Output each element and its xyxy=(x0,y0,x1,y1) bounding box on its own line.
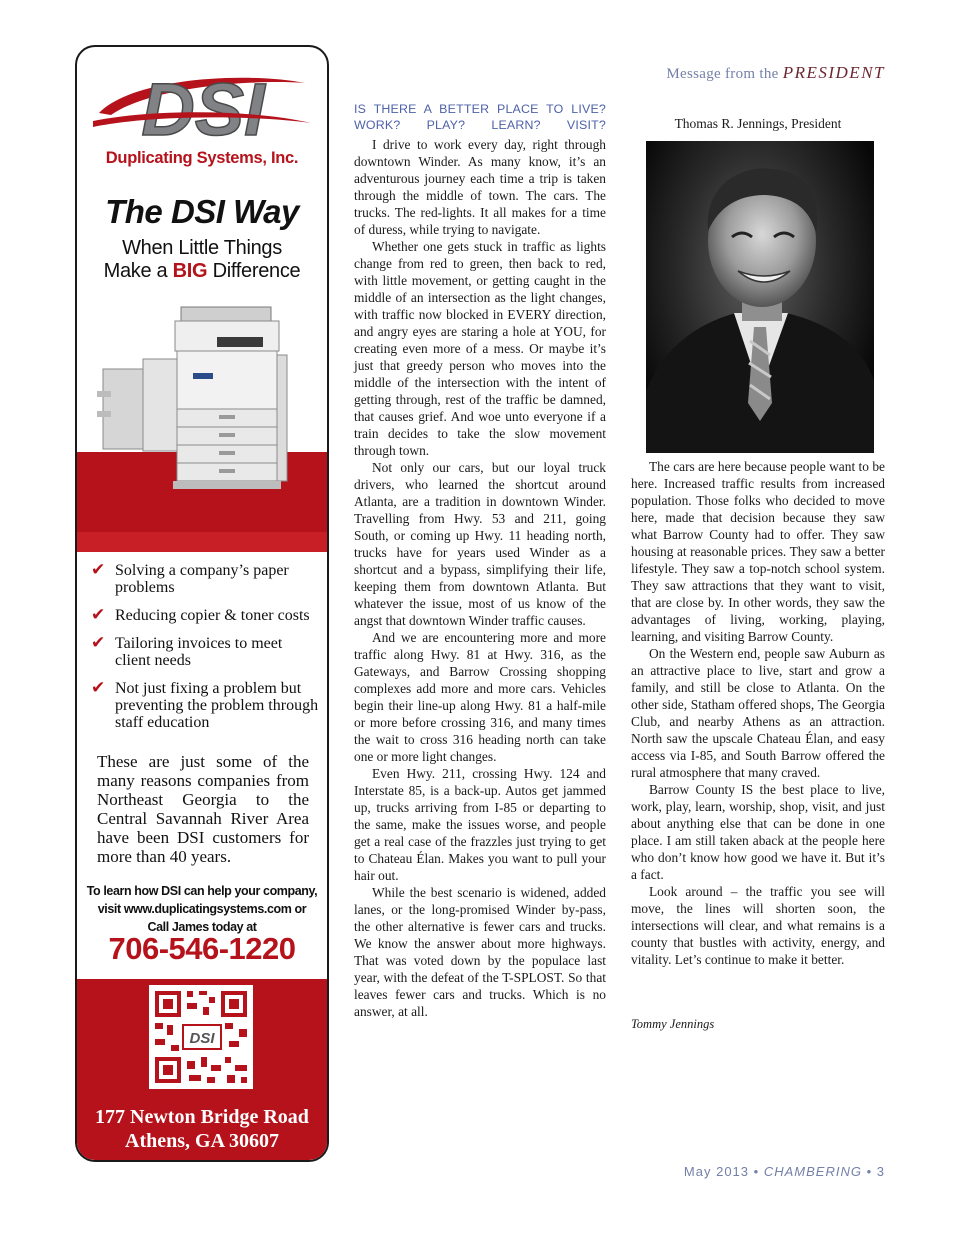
article-paragraph: The cars are here because people want to be here. Increased traffic results from increased population. Those folks who decided to move here, made that decision because they saw what Barrow County had to offer. They saw housing at reasonable prices. They saw a better lifestyle. They saw a top-notch school system. They saw attractions that they want to visit, that are close by. In other words, they saw the advantages of living, working, playing, learning, and visiting Barrow County. xyxy=(631,459,885,644)
article-paragraph: Look around – the traffic you see will move, the lines will shorten soon, the intersections will clear, and what remains is a county that bustles with activity, energy, and vitality. Let’s continue to make it better. xyxy=(631,884,885,967)
ad-red-band-lower xyxy=(77,532,327,552)
benefit-item xyxy=(91,680,321,731)
article-column-2 xyxy=(631,458,885,968)
article-paragraph: Even Hwy. 211, crossing Hwy. 124 and Interstate 85, is a back-up. Autos get jammed up, trucks arriving from I-85 or departing to the same, make the issues worse, and people get a real case of the frazzles just trying to get to Chateau Élan. Makes you want to pull your hair out. xyxy=(354,766,606,883)
benefit-item xyxy=(91,635,321,669)
portrait-illustration xyxy=(646,141,874,453)
tagline-line-1: When Little Things xyxy=(122,237,282,259)
article-paragraph: Not only our cars, but our loyal truck drivers, who learned the shortcut around Atlanta, are a tradition in downtown Winder. Travelling from Hwy. 53 and 211, going South, or coming up Hwy. 11 heading north, trucks have for years used Winder as a shortcut and a bypass, simplifying their life, keeping them from downtown Atlanta. But whatever the issue, most of us know of the angst that downtown Winder traffic causes. xyxy=(354,460,606,628)
ad-address xyxy=(77,1105,327,1153)
check-icon: ✔ xyxy=(91,633,106,653)
check-icon: ✔ xyxy=(91,560,106,580)
phone-number[interactable]: 706-546-1220 xyxy=(108,931,296,966)
benefit-text: Reducing copier & toner costs xyxy=(115,607,310,624)
qr-code[interactable] xyxy=(149,985,253,1089)
tagline-big: BIG xyxy=(172,260,208,282)
address-line-2: Athens, GA 30607 xyxy=(125,1130,279,1152)
benefit-text: Tailoring invoices to meet client needs xyxy=(115,635,283,669)
article-column-1 xyxy=(354,136,606,1020)
ad-headline: The DSI Way xyxy=(105,193,299,230)
ad-tagline xyxy=(77,237,327,283)
article-paragraph: On the Western end, people saw Auburn as an attractive place to live, start and grow a family, and still be close to Atlanta. On the other side, Statham offered shops, The Georgia Club, and nearby Athens as an attraction. North saw the upscale Chateau Élan, and easy access via I-85, and South Barrow offered the rural atmosphere that many craved. xyxy=(631,646,885,780)
article-subhead: IS THERE A BETTER PLACE TO LIVE? WORK? PLAY? LEARN? VISIT? xyxy=(354,102,606,132)
copier-image xyxy=(97,299,307,499)
footer-page-number: 3 xyxy=(876,1164,885,1179)
svg-text:DSI: DSI xyxy=(141,68,265,145)
president-portrait xyxy=(646,141,874,453)
president-label: PRESIDENT xyxy=(782,63,885,82)
article-paragraph: Whether one gets stuck in traffic as lights change from red to green, then back to red, with little movement, or getting caught in the middle of an intersection as the light changes, with traffic now blocked in EVERY direction, and angry eyes are staring a hole at YOU, for creating even more of a mess. Or maybe it’s just that greedy person who moves into the middle of the intersection with the intent of getting through, rest of the traffic be damned, that causes grief. And woe unto everyone if a train decides to take the slow movement through town. xyxy=(354,239,606,458)
photo-caption: Thomas R. Jennings, President xyxy=(674,116,842,131)
learn-line-1: To learn how DSI can help your company, xyxy=(86,884,318,898)
tagline-difference: Difference xyxy=(212,260,301,282)
footer-date: May 2013 xyxy=(683,1164,750,1179)
article-signature: Tommy Jennings xyxy=(631,1017,715,1031)
benefit-list xyxy=(91,562,321,742)
page-footer xyxy=(684,1164,885,1179)
footer-separator: • xyxy=(753,1164,760,1179)
dsi-logo xyxy=(91,65,313,145)
message-from-label: Message from the xyxy=(666,66,779,82)
footer-magazine: CHAMBERING xyxy=(763,1164,862,1179)
benefit-text: Not just fixing a problem but preventing the problem through staff education xyxy=(115,680,319,731)
tagline-make-a: Make a xyxy=(103,260,168,282)
running-head xyxy=(666,63,885,83)
learn-line-2[interactable]: visit www.duplicatingsystems.com or xyxy=(97,902,307,916)
learn-line-3: Call James today at xyxy=(147,920,257,934)
benefit-text: Solving a company’s paper problems xyxy=(115,562,289,596)
article-paragraph: Barrow County IS the best place to live, work, play, learn, worship, shop, visit, and just about anything else that can be done in one place. I am still taken aback at the people here who don’t know how good we have it. But it’s a fact. xyxy=(631,782,885,882)
footer-separator: • xyxy=(866,1164,873,1179)
check-icon: ✔ xyxy=(91,678,106,698)
company-name: Duplicating Systems, Inc. xyxy=(105,149,299,167)
article-paragraph: While the best scenario is widened, added lanes, or the long-promised Winder by-pass, the other alternative is fewer cars and trucks. We know the answer about more highways. That was voted down by the populace last year, with the defeat of the T-SPLOST. So that leaves fewer cars and trucks. Which is no answer, at all. xyxy=(354,885,606,1019)
benefit-item xyxy=(91,562,321,596)
ad-call-to-action xyxy=(81,882,323,936)
dsi-advertisement xyxy=(75,45,329,1162)
ad-reasons-text: These are just some of the many reasons companies from Northeast Georgia to the Central Savannah River Area have been DSI customers for more than 40 years. xyxy=(97,752,309,866)
article-paragraph: And we are encountering more and more traffic along Hwy. 81 at Hwy. 316, as the Gateways, and Barrow Crossing shopping complexes add more and more cars. Vehicles begin their line-up along Hwy. 81 a half-mile or more before crossing 316, and many times the wait to cross 316 heading north can take one or more light changes. xyxy=(354,630,606,764)
benefit-item xyxy=(91,607,321,624)
article-paragraph: I drive to work every day, right through downtown Winder. As many know, it’s an adventurous journey each time a trip is taken through the middle of town. The cars. The trucks. The red-lights. It all makes for a time of duress, while trying to navigate. xyxy=(354,137,606,237)
svg-text:DSI: DSI xyxy=(189,1030,215,1047)
check-icon: ✔ xyxy=(91,605,106,625)
address-line-1: 177 Newton Bridge Road xyxy=(95,1106,309,1128)
tagline-line-2 xyxy=(77,260,327,283)
